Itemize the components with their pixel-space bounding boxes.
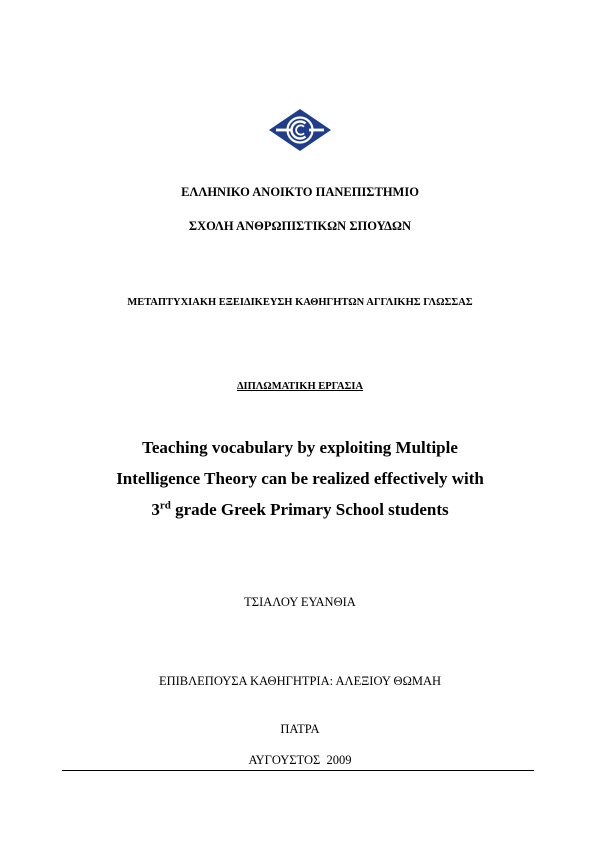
submission-date: ΑΥΓΟΥΣΤΟΣ 2009	[248, 753, 352, 767]
program-name: ΜΕΤΑΠΤΥΧΙΑΚΗ ΕΞΕΙΔΙΚΕΥΣΗ ΚΑΘΗΓΗΤΩΝ ΑΓΓΛΙΚΗΣ ΓΛΩΣΣΑΣ	[127, 297, 473, 308]
thesis-type-heading: ΔΙΠΛΩΜΑΤΙΚΗ ΕΡΓΑΣΙΑ	[236, 381, 364, 392]
thesis-title-line-2: Intelligence Theory can be realized effectively with	[116, 469, 484, 488]
grade-ordinal-suffix: rd	[159, 499, 171, 512]
supervisor-name: ΕΠΙΒΛΕΠΟΥΣΑ ΚΑΘΗΓΗΤΡΙΑ: ΑΛΕΞΙΟΥ ΘΩΜΑΗ	[158, 674, 442, 688]
thesis-title-line-3	[0, 494, 600, 525]
thesis-title	[0, 432, 600, 525]
horizontal-rule	[62, 770, 534, 771]
thesis-title-line-3-rest: grade Greek Primary School students	[170, 500, 449, 519]
school-name: ΣΧΟΛΗ ΑΝΘΡΩΠΙΣΤΙΚΩΝ ΣΠΟΥΔΩΝ	[188, 219, 412, 233]
eap-university-logo-icon	[268, 108, 332, 152]
thesis-title-line-1: Teaching vocabulary by exploiting Multiple	[142, 438, 458, 457]
author-name: ΤΣΙΑΛΟΥ ΕΥΑΝΘΙΑ	[244, 595, 356, 609]
university-name: ΕΛΛΗΝΙΚΟ ΑΝΟΙΚΤΟ ΠΑΝΕΠΙΣΤΗΜΙΟ	[181, 185, 419, 199]
grade-number: 3	[151, 500, 160, 519]
city-name: ΠΑΤΡΑ	[280, 722, 320, 736]
